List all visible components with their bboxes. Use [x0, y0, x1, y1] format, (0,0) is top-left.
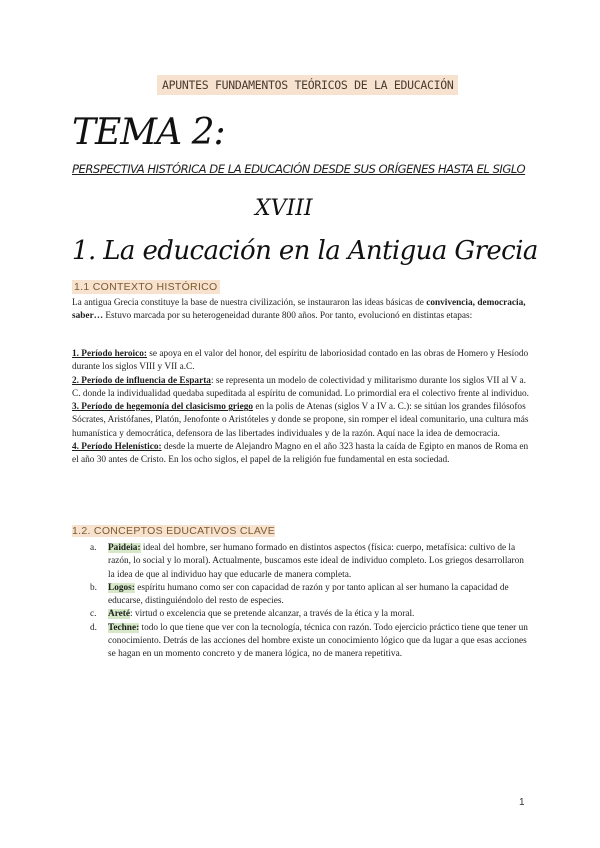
subsection-heading-concepts-text: 1.2. CONCEPTOS EDUCATIVOS CLAVE — [72, 525, 276, 537]
intro-text-end: Estuvo marcada por su heterogeneidad durante 800 años. Por tanto, evolucionó en distintas etapas: — [103, 311, 473, 322]
period-item — [72, 348, 530, 375]
period-label: 4. Período Helenístico: — [72, 442, 162, 453]
concept-text: espíritu humano como ser con capacidad de razón y por tanto aplican al ser humano la capacidad de educarse, distinguiéndolo del resto de especies. — [108, 582, 509, 607]
period-text: se apoya en el valor del honor, del espíritu de laboriosidad contado en las obras de Homero y Hesíodo durante los siglos VIII y VII a.C. — [72, 349, 529, 373]
topic-subtitle: PERSPECTIVA HISTÓRICA DE LA EDUCACIÓN DESDE SUS ORÍGENES HASTA EL SIGLO — [72, 162, 526, 176]
intro-paragraph — [72, 297, 530, 324]
concept-item — [90, 542, 530, 582]
concept-text: todo lo que tiene que ver con la tecnología, técnica con razón. Todo ejercicio práctico tiene que tener un conocimiento. Detrás de las acciones del hombre existe un conocimiento lógico que da lugar a que esas acciones se hagan en un momento concreto y de manera lógica, no de manera repetitiva. — [108, 622, 528, 660]
page-number: 1 — [519, 797, 525, 808]
period-text: desde la muerte de Alejandro Magno en el año 323 hasta la caída de Egipto en manos de Roma en el año 30 antes de Cristo. En los ocho siglos, el papel de la religión fue fundamental en esta sociedad. — [72, 442, 529, 466]
periods-list — [72, 348, 530, 468]
section-title: 1. La educación en la Antigua Grecia — [72, 236, 538, 266]
concept-marker: d. — [90, 622, 97, 633]
period-item — [72, 401, 530, 441]
concept-term: Techne: — [108, 622, 140, 633]
period-label: 2. Período de influencia de Esparta — [72, 375, 211, 386]
concept-marker: b. — [90, 582, 97, 593]
topic-subtitle-century: XVIII — [255, 196, 313, 221]
concept-term: Paideia: — [108, 543, 141, 553]
concept-marker: a. — [90, 543, 97, 553]
subsection-heading-concepts — [72, 525, 275, 537]
course-header: APUNTES FUNDAMENTOS TEÓRICOS DE LA EDUCACIÓN — [157, 75, 458, 95]
concept-item — [90, 622, 530, 662]
intro-text-start: La antigua Grecia constituye la base de nuestra civilización, se instauraron las ideas básicas de — [72, 298, 424, 308]
concept-marker: c. — [90, 609, 97, 620]
period-label: 3. Período de hegemonía del clasicismo griego — [72, 402, 254, 413]
topic-title: TEMA 2: — [72, 112, 225, 153]
period-label: 1. Período heroico: — [72, 349, 147, 359]
concept-item — [90, 608, 530, 621]
concept-term: Logos: — [108, 582, 135, 593]
concept-text: : virtud o excelencia que se pretende alcanzar, a través de la ética y la moral. — [130, 609, 415, 620]
concept-item — [90, 582, 530, 609]
period-text: en la polis de Atenas (siglos V a IV a. C.): se sitúan los grandes filósofos Sócrates, Aristófanes, Platón, Jenofonte o Aristóteles y donde se propone, sin romper el ideal comunitario, una cultura más humanística y democrática, defensora de las libertades individuales y de la razón. Aquí nace la idea de democracia. — [72, 402, 529, 439]
period-text: : se representa un modelo de colectividad y militarismo durante los siglos VII al V a. C. donde la individualidad quedaba supeditada al espíritu de comunidad. Lo primordial era el colectivo frente al individuo. — [72, 375, 529, 399]
period-item — [72, 441, 530, 468]
period-item — [72, 375, 530, 402]
concepts-list — [90, 542, 530, 662]
concept-term: Areté — [108, 609, 131, 620]
subsection-heading-context: 1.1 CONTEXTO HISTÓRICO — [74, 281, 218, 293]
concept-text: ideal del hombre, ser humano formado en distintos aspectos (física: cuerpo, metafísica: cultivo de la razón, lo social y lo moral). Actualmente, buscamos este ideal de individuo completo. Los griegos desarrollaron la idea de que al individuo hay que educarle de manera completa. — [108, 543, 524, 580]
intro-bold-keywords: convivencia, democracia, saber… — [72, 298, 526, 322]
